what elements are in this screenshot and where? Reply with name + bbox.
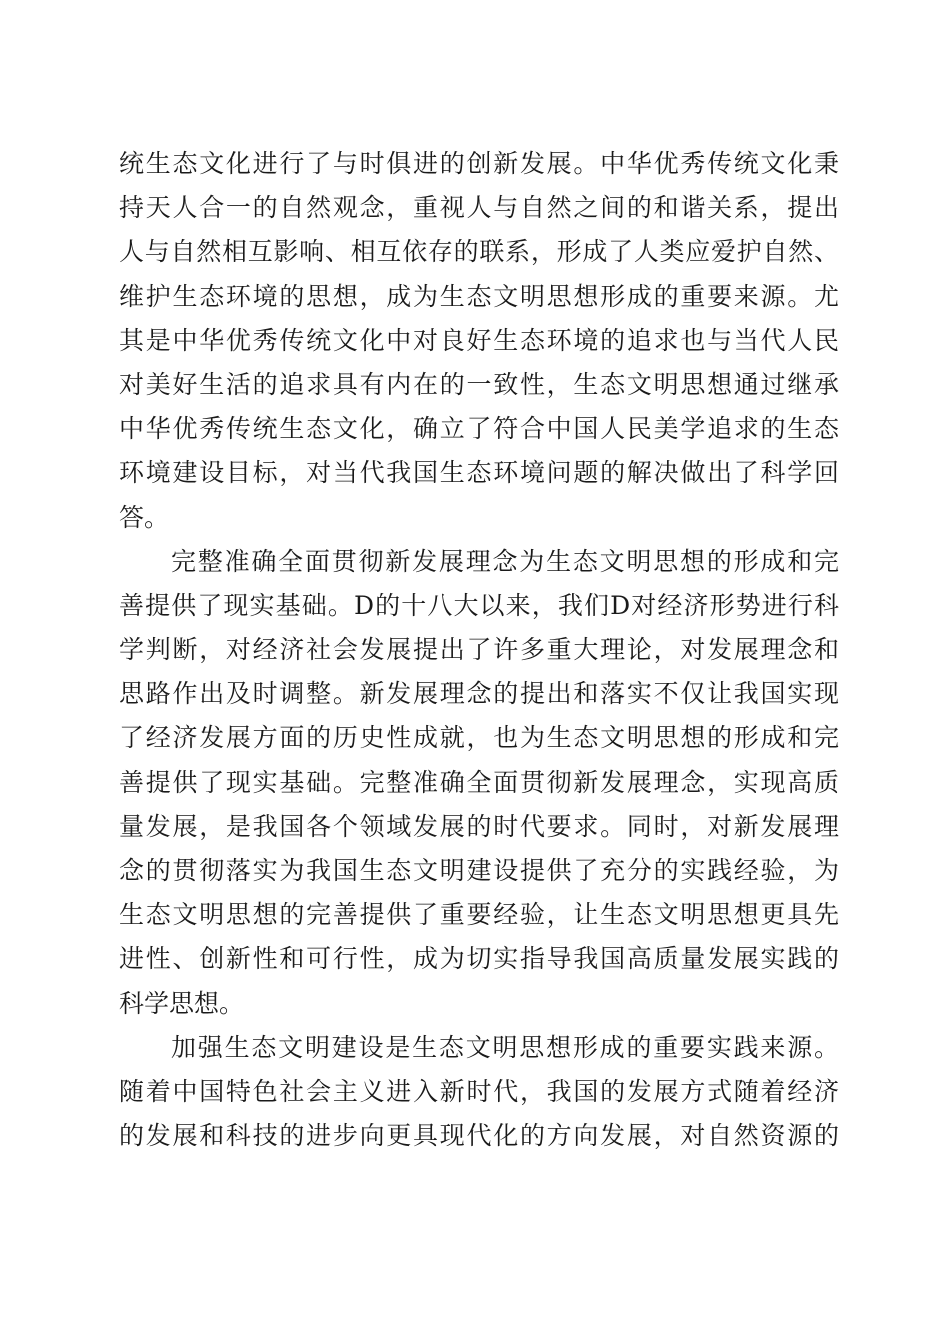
paragraph-2	[119, 540, 839, 1026]
text-line: 了经济发展方面的历史性成就，也为生态文明思想的形成和完	[119, 723, 839, 753]
text-line: 思路作出及时调整。新发展理念的提出和落实不仅让我国实现	[119, 679, 839, 709]
paragraph-1	[119, 142, 839, 540]
paragraph-3	[119, 1026, 839, 1159]
text-line: 量发展，是我国各个领域发展的时代要求。同时，对新发展理	[119, 811, 839, 841]
text-line: 环境建设目标，对当代我国生态环境问题的解决做出了科学回	[119, 458, 839, 488]
text-line: 的发展和科技的进步向更具现代化的方向发展，对自然资源的	[119, 1121, 839, 1151]
text-line: 生态文明思想的完善提供了重要经验，让生态文明思想更具先	[119, 900, 839, 930]
text-line: 科学思想。	[119, 988, 245, 1018]
text-line: 学判断，对经济社会发展提出了许多重大理论，对发展理念和	[119, 635, 839, 665]
text-line: 维护生态环境的思想，成为生态文明思想形成的重要来源。尤	[119, 281, 839, 311]
text-line: 加强生态文明建设是生态文明思想形成的重要实践来源。	[171, 1032, 839, 1062]
text-line: 其是中华优秀传统文化中对良好生态环境的追求也与当代人民	[119, 325, 839, 355]
text-line: 人与自然相互影响、相互依存的联系，形成了人类应爱护自然、	[119, 237, 839, 267]
text-line: 善提供了现实基础。D的十八大以来，我们D对经济形势进行科	[119, 590, 839, 620]
text-line: 持天人合一的自然观念，重视人与自然之间的和谐关系，提出	[119, 193, 839, 223]
text-line: 进性、创新性和可行性，成为切实指导我国高质量发展实践的	[119, 944, 839, 974]
body-text	[119, 142, 839, 1158]
text-line: 对美好生活的追求具有内在的一致性，生态文明思想通过继承	[119, 369, 839, 399]
text-line: 统生态文化进行了与时俱进的创新发展。中华优秀传统文化秉	[119, 149, 839, 178]
text-line: 中华优秀传统生态文化，确立了符合中国人民美学追求的生态	[119, 414, 839, 444]
text-line: 完整准确全面贯彻新发展理念为生态文明思想的形成和完	[171, 546, 839, 576]
text-line: 善提供了现实基础。完整准确全面贯彻新发展理念，实现高质	[119, 767, 839, 797]
text-line: 随着中国特色社会主义进入新时代，我国的发展方式随着经济	[119, 1076, 839, 1106]
text-line: 念的贯彻落实为我国生态文明建设提供了充分的实践经验，为	[119, 856, 839, 885]
text-line: 答。	[119, 502, 170, 532]
